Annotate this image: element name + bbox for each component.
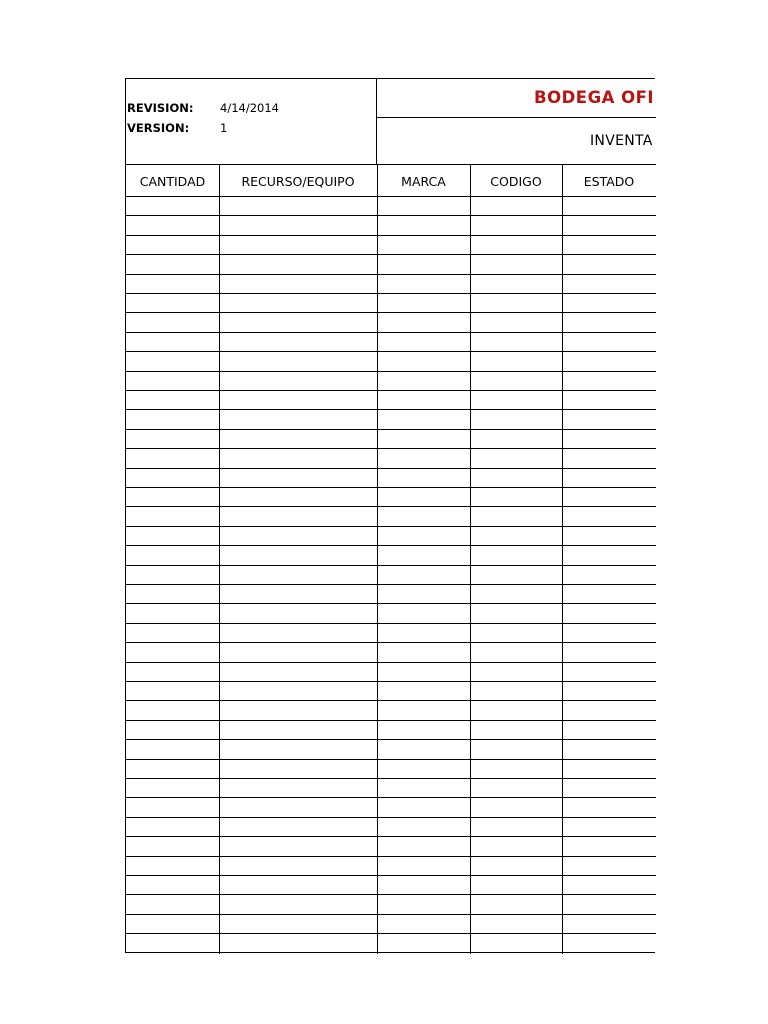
table-row [126,235,656,236]
table-row [126,526,656,527]
table-row [126,254,656,255]
column-header-marca: MARCA [401,174,446,189]
table-row [126,914,656,915]
table-row [126,312,656,313]
table-row [126,739,656,740]
header-area [126,79,656,164]
column-header-estado: ESTADO [583,174,635,189]
table-row [126,759,656,760]
table-row [126,371,656,372]
table-row [126,700,656,701]
header-divider [376,79,377,164]
table-row [126,584,656,585]
table-row [126,875,656,876]
table-row [126,506,656,507]
column-header-codigo: CODIGO [490,174,542,189]
table-row [126,720,656,721]
table-row [126,545,656,546]
page-title: BODEGA OFI [534,88,655,107]
table-row [126,293,656,294]
table-row [126,662,656,663]
table-row [126,894,656,895]
table-row [126,448,656,449]
table-row [126,603,656,604]
table-row [126,681,656,682]
header-bottom-line [126,164,656,165]
version-value: 1 [220,121,228,135]
table-row [126,642,656,643]
table-row [126,351,656,352]
version-label: VERSION: [127,121,190,135]
table-row [126,468,656,469]
table-row [126,390,656,391]
revision-label: REVISION: [127,101,194,115]
table-row [126,778,656,779]
table-row [126,409,656,410]
table-row [126,274,656,275]
inventory-sheet [125,78,655,953]
table-row [126,836,656,837]
table-row [126,565,656,566]
table-row [126,429,656,430]
table-row [126,797,656,798]
table-row [126,215,656,216]
table-row [126,856,656,857]
title-divider [376,117,656,118]
table-row [126,817,656,818]
table-row [126,332,656,333]
revision-value: 4/14/2014 [220,101,279,115]
column-header-cantidad: CANTIDAD [139,174,206,189]
column-header-recurso-equipo: RECURSO/EQUIPO [241,174,355,189]
table-row [126,196,656,197]
page-subtitle: INVENTA [590,133,653,149]
table-row [126,933,656,934]
table-row [126,487,656,488]
table-row [126,623,656,624]
